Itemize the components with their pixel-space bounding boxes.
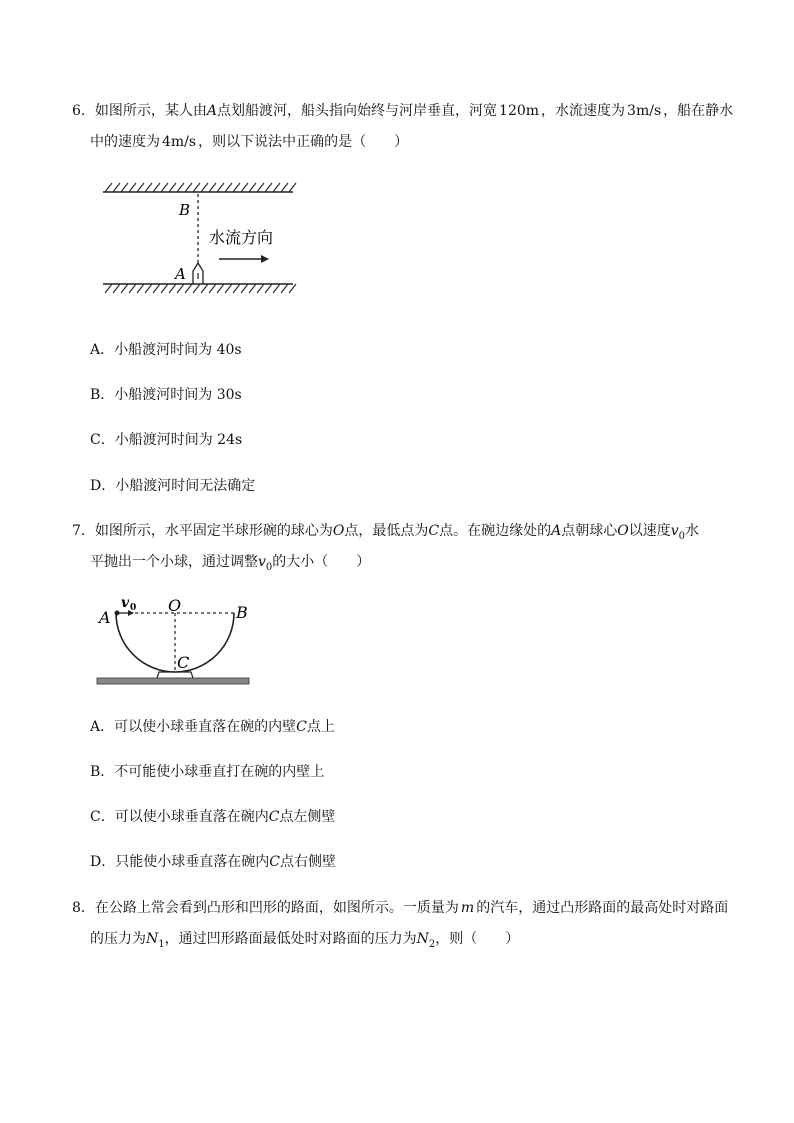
q7-option-b[interactable]: B．不可能使小球垂直打在碗的内壁上 [90, 764, 325, 780]
q7-stem-line-2: 平抛出一个小球，通过调整$v_0$的大小（ ） [90, 554, 371, 573]
bank-hatch-mark [113, 284, 120, 293]
q6-river-figure [95, 178, 305, 303]
bank-hatch-mark [201, 183, 208, 192]
bank-hatch-mark [129, 284, 136, 293]
table-surface [97, 678, 249, 684]
q7-number: 7． [72, 523, 95, 539]
q6-number: 6． [72, 103, 95, 119]
bank-hatch-mark [105, 183, 112, 192]
label-b: B [236, 603, 248, 622]
bank-hatch-mark [113, 183, 120, 192]
bank-hatch-mark [233, 284, 240, 293]
bank-hatch-mark [145, 183, 152, 192]
label-b: B [179, 201, 191, 219]
q8-number: 8． [72, 900, 95, 916]
q7-stem-line-1: 7．如图所示，水平固定半球形碗的球心为O点，最低点为C点。在碗边缘处的A点朝球心O以速度$v_0$水 [72, 523, 700, 542]
bank-hatch-mark [145, 284, 152, 293]
bank-hatch-mark [105, 284, 112, 293]
bank-hatch-mark [201, 284, 208, 293]
bank-hatch-mark [249, 183, 256, 192]
bank-hatch-mark [249, 284, 256, 293]
bank-hatch-mark [289, 284, 296, 293]
bank-hatch-mark [161, 183, 168, 192]
q6-option-c[interactable]: C．小船渡河时间为 24s [90, 432, 243, 448]
label-v: v [121, 595, 130, 611]
label-o: O [168, 596, 182, 615]
bank-hatch-mark [257, 284, 264, 293]
label-a: A [99, 608, 111, 627]
bowl-base [157, 672, 193, 678]
bank-hatch-mark [121, 183, 128, 192]
bank-hatch-mark [121, 284, 128, 293]
q6-option-a[interactable]: A．小船渡河时间为 40s [90, 342, 242, 358]
label-a: A [175, 265, 186, 283]
bank-hatch-mark [209, 183, 216, 192]
bank-hatch-mark [185, 284, 192, 293]
q7-option-d[interactable]: D．只能使小球垂直落在碗内C点右侧壁 [90, 854, 336, 870]
bank-hatch-mark [161, 284, 168, 293]
bank-hatch-mark [281, 284, 288, 293]
ball [115, 611, 120, 616]
q6-stem-line-1: 6．如图所示，某人由A点划船渡河，船头指向始终与河岸垂直，河宽 120m ，水流速度为 3m/s ，船在静水 [72, 103, 734, 119]
bank-hatch-mark [177, 183, 184, 192]
bank-hatch-mark [137, 183, 144, 192]
bank-hatch-mark [217, 284, 224, 293]
bank-hatch-mark [241, 183, 248, 192]
q6-stem-line-2: 中的速度为 4m/s ，则以下说法中正确的是（ ） [90, 134, 409, 150]
bank-hatch-mark [233, 183, 240, 192]
flow-direction-label: 水流方向 [209, 228, 274, 247]
bank-hatch-mark [137, 284, 144, 293]
bank-hatch-mark [153, 284, 160, 293]
bank-hatch-mark [193, 183, 200, 192]
q6-option-b[interactable]: B．小船渡河时间为 30s [90, 387, 242, 403]
q8-stem-line-1: 8．在公路上常会看到凸形和凹形的路面，如图所示。一质量为 m 的汽车，通过凸形路面的最高处时对路面 [72, 900, 729, 916]
bank-hatch-mark [129, 183, 136, 192]
bank-hatch-mark [153, 183, 160, 192]
bank-hatch-mark [241, 284, 248, 293]
q7-bowl-figure [95, 592, 255, 692]
bank-hatch-mark [265, 183, 272, 192]
bank-hatch-mark [225, 183, 232, 192]
q8-stem-line-2: 的压力为$N_1$，通过凹形路面最低处时对路面的压力为$N_2$，则（ ） [90, 931, 520, 950]
bank-hatch-mark [193, 284, 200, 293]
bank-hatch-mark [273, 183, 280, 192]
bank-hatch-mark [273, 284, 280, 293]
bank-hatch-mark [289, 183, 296, 192]
bank-hatch-mark [225, 284, 232, 293]
label-c: C [177, 653, 190, 672]
q7-option-c[interactable]: C．可以使小球垂直落在碗内C点左侧壁 [90, 809, 336, 825]
bank-hatch-mark [217, 183, 224, 192]
label-v-sub: 0 [130, 603, 137, 613]
bank-hatch-mark [209, 284, 216, 293]
bank-hatch-mark [265, 284, 272, 293]
q6-option-d[interactable]: D．小船渡河时间无法确定 [90, 478, 256, 494]
bank-hatch-mark [169, 284, 176, 293]
bank-hatch-mark [169, 183, 176, 192]
bank-hatch-mark [185, 183, 192, 192]
bank-hatch-mark [257, 183, 264, 192]
bank-hatch-mark [281, 183, 288, 192]
q7-option-a[interactable]: A．可以使小球垂直落在碗的内壁C点上 [90, 719, 335, 735]
bank-hatch-mark [177, 284, 184, 293]
